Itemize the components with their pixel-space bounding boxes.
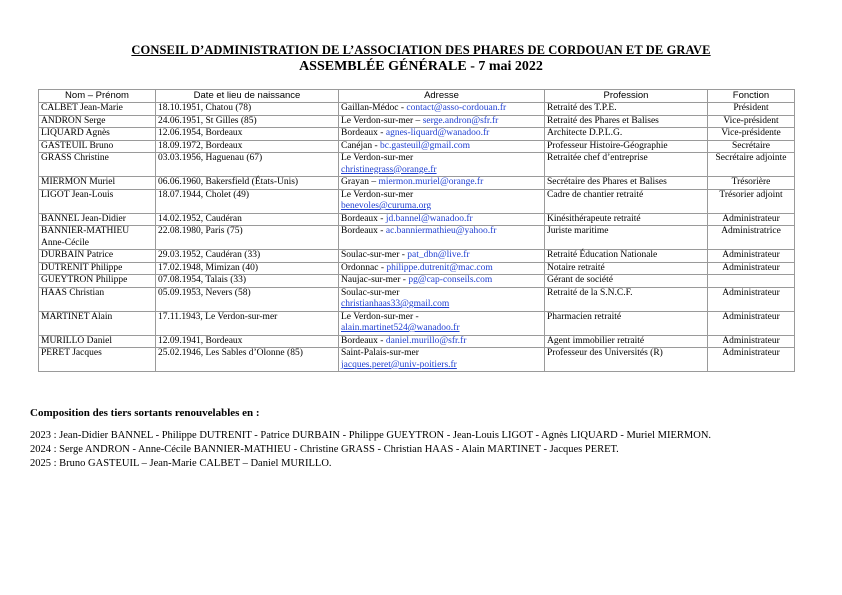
table-row (39, 189, 795, 213)
cell-fonction: Administrateur (708, 348, 795, 372)
cell-address (339, 115, 545, 128)
email-link[interactable]: jacques.peret@univ-poitiers.fr (341, 359, 457, 370)
address-city: Bordeaux - (341, 213, 386, 224)
table-row (39, 153, 795, 177)
email-link[interactable]: christianhaas33@gmail.com (341, 299, 450, 309)
email-link[interactable]: daniel.murillo@sfr.fr (385, 335, 467, 346)
email-link[interactable]: jd.bannel@wanadoo.fr (385, 213, 473, 224)
cell-name: MARTINET Alain (39, 311, 156, 335)
cell-profession: Notaire retraité (545, 262, 708, 275)
header-address: Adresse (339, 90, 545, 103)
address-city: Saint-Palais-sur-mer (341, 348, 419, 358)
cell-fonction (708, 275, 795, 288)
cell-profession: Cadre de chantier retraité (545, 189, 708, 213)
cell-name: MURILLO Daniel (39, 335, 156, 348)
cell-address (339, 189, 545, 213)
cell-birth: 14.02.1952, Caudéran (156, 213, 339, 226)
cell-address (339, 128, 545, 141)
email-link[interactable]: contact@asso-cordouan.fr (406, 103, 507, 113)
address-city: Le Verdon-sur-mer – (341, 115, 423, 126)
cell-profession: Retraité des T.P.E. (545, 103, 708, 116)
table-row (39, 250, 795, 263)
table-row (39, 115, 795, 128)
cell-profession: Retraité Éducation Nationale (545, 250, 708, 263)
cell-profession: Pharmacien retraité (545, 311, 708, 335)
table-row (39, 128, 795, 141)
cell-address (339, 140, 545, 153)
cell-profession: Juriste maritime (545, 226, 708, 250)
composition-line-2024: 2024 : Serge ANDRON - Anne-Cécile BANNIER-MATHIEU - Christine GRASS - Christian HAAS - Alain MARTINET - Jacques PERET. (30, 444, 619, 455)
cell-fonction: Administrateur (708, 213, 795, 226)
members-table (38, 89, 795, 372)
cell-name: DURBAIN Patrice (39, 250, 156, 263)
table-row (39, 213, 795, 226)
cell-fonction: Trésorier adjoint (708, 189, 795, 213)
cell-name: GRASS Christine (39, 153, 156, 177)
table-body (39, 103, 795, 372)
document-subtitle: ASSEMBLÉE GÉNÉRALE - 7 mai 2022 (299, 59, 543, 74)
table-row (39, 348, 795, 372)
cell-birth: 05.09.1953, Nevers (58) (156, 287, 339, 311)
cell-name: PERET Jacques (39, 348, 156, 372)
cell-fonction: Président (708, 103, 795, 116)
cell-fonction: Administrateur (708, 335, 795, 348)
header-fonction: Fonction (708, 90, 795, 103)
cell-address (339, 335, 545, 348)
email-link[interactable]: agnes-liquard@wanadoo.fr (385, 128, 490, 138)
address-city: Canéjan - (341, 140, 381, 151)
cell-address (339, 153, 545, 177)
table-row (39, 177, 795, 190)
cell-birth: 03.03.1956, Haguenau (67) (156, 153, 339, 177)
cell-profession: Professeur des Universités (R) (545, 348, 708, 372)
cell-address (339, 250, 545, 263)
cell-name: GUEYTRON Philippe (39, 275, 156, 288)
cell-profession: Secrétaire des Phares et Balises (545, 177, 708, 190)
header-name: Nom – Prénom (39, 90, 156, 103)
cell-address (339, 226, 545, 250)
email-link[interactable]: christinegrass@orange.fr (341, 164, 437, 175)
email-link[interactable]: alain.martinet524@wanadoo.fr (341, 323, 460, 333)
table-row (39, 262, 795, 275)
cell-address (339, 262, 545, 275)
header-birth: Date et lieu de naissance (156, 90, 339, 103)
cell-birth: 06.06.1960, Bakersfield (États-Unis) (156, 177, 339, 190)
address-city: Bordeaux - (341, 335, 386, 346)
cell-birth: 07.08.1954, Talais (33) (156, 275, 339, 288)
table-header-row (39, 90, 795, 103)
cell-address (339, 103, 545, 116)
table-row (39, 311, 795, 335)
email-link[interactable]: benevoles@curuma.org (341, 201, 432, 211)
composition-line-2023: 2023 : Jean-Didier BANNEL - Philippe DUTRENIT - Patrice DURBAIN - Philippe GUEYTRON - Jean-Louis LIGOT - Agnès LIQUARD - Muriel MIERMON. (30, 430, 712, 441)
cell-fonction: Trésorière (708, 177, 795, 190)
email-link[interactable]: serge.andron@sfr.fr (422, 115, 499, 126)
cell-profession: Gérant de société (545, 275, 708, 288)
cell-name: DUTRENIT Philippe (39, 262, 156, 275)
cell-name: BANNIER-MATHIEU Anne-Cécile (39, 226, 156, 250)
cell-address (339, 348, 545, 372)
cell-birth: 12.06.1954, Bordeaux (156, 128, 339, 141)
address-city: Gaillan-Médoc - (341, 103, 407, 113)
table-row (39, 335, 795, 348)
address-city: Le Verdon-sur-mer - (341, 311, 419, 322)
cell-birth: 24.06.1951, St Gilles (85) (156, 115, 339, 128)
cell-profession: Agent immobilier retraité (545, 335, 708, 348)
email-link[interactable]: philippe.dutrenit@mac.com (386, 262, 493, 273)
address-city: Bordeaux - (341, 226, 386, 236)
cell-address (339, 311, 545, 335)
table-row (39, 140, 795, 153)
document-title: CONSEIL D’ADMINISTRATION DE L’ASSOCIATION DES PHARES DE CORDOUAN ET DE GRAVE (131, 43, 711, 57)
header-profession: Profession (545, 90, 708, 103)
email-link[interactable]: miermon.muriel@orange.fr (378, 177, 484, 187)
cell-name: HAAS Christian (39, 287, 156, 311)
cell-name: ANDRON Serge (39, 115, 156, 128)
email-link[interactable]: pg@cap-conseils.com (408, 275, 493, 285)
address-city: Grayan – (341, 177, 379, 187)
cell-fonction: Secrétaire (708, 140, 795, 153)
address-city: Le Verdon-sur-mer (341, 153, 414, 163)
cell-birth: 18.10.1951, Chatou (78) (156, 103, 339, 116)
cell-birth: 22.08.1980, Paris (75) (156, 226, 339, 250)
email-link[interactable]: pat_dbn@live.fr (407, 250, 470, 260)
table-row (39, 226, 795, 250)
cell-address (339, 213, 545, 226)
cell-name: CALBET Jean-Marie (39, 103, 156, 116)
cell-fonction: Administrateur (708, 250, 795, 263)
cell-address (339, 287, 545, 311)
cell-birth: 17.02.1948, Mimizan (40) (156, 262, 339, 275)
cell-name: LIQUARD Agnès (39, 128, 156, 141)
cell-birth: 18.09.1972, Bordeaux (156, 140, 339, 153)
cell-profession: Professeur Histoire-Géographie (545, 140, 708, 153)
cell-fonction: Administrateur (708, 262, 795, 275)
address-city: Naujac-sur-mer - (341, 275, 409, 285)
cell-birth: 17.11.1943, Le Verdon-sur-mer (156, 311, 339, 335)
cell-address (339, 275, 545, 288)
cell-fonction: Vice-président (708, 115, 795, 128)
cell-fonction: Vice-présidente (708, 128, 795, 141)
cell-profession: Kinésithérapeute retraité (545, 213, 708, 226)
cell-name: LIGOT Jean-Louis (39, 189, 156, 213)
address-city: Soulac-sur-mer - (341, 250, 408, 260)
composition-line-2025: 2025 : Bruno GASTEUIL – Jean-Marie CALBET – Daniel MURILLO. (30, 458, 332, 469)
cell-profession: Retraité de la S.N.C.F. (545, 287, 708, 311)
email-link[interactable]: ac.banniermathieu@yahoo.fr (385, 226, 497, 236)
cell-profession: Architecte D.P.L.G. (545, 128, 708, 141)
cell-name: BANNEL Jean-Didier (39, 213, 156, 226)
cell-fonction: Administrateur (708, 311, 795, 335)
cell-name: MIERMON Muriel (39, 177, 156, 190)
cell-birth: 12.09.1941, Bordeaux (156, 335, 339, 348)
table-row (39, 287, 795, 311)
cell-birth: 29.03.1952, Caudéran (33) (156, 250, 339, 263)
cell-profession: Retraité des Phares et Balises (545, 115, 708, 128)
address-city: Soulac-sur-mer (341, 287, 400, 298)
cell-fonction: Administratrice (708, 226, 795, 250)
composition-title: Composition des tiers sortants renouvelables en : (30, 407, 260, 419)
cell-profession: Retraitée chef d’entreprise (545, 153, 708, 177)
address-city: Ordonnac - (341, 262, 387, 273)
address-city: Bordeaux - (341, 128, 386, 138)
table-row (39, 103, 795, 116)
address-city: Le Verdon-sur-mer (341, 189, 414, 200)
cell-fonction: Administrateur (708, 287, 795, 311)
cell-birth: 25.02.1946, Les Sables d’Olonne (85) (156, 348, 339, 372)
cell-birth: 18.07.1944, Cholet (49) (156, 189, 339, 213)
table-row (39, 275, 795, 288)
email-link[interactable]: bc.gasteuil@gmail.com (380, 140, 471, 151)
cell-name: GASTEUIL Bruno (39, 140, 156, 153)
cell-address (339, 177, 545, 190)
cell-fonction: Secrétaire adjointe (708, 153, 795, 177)
